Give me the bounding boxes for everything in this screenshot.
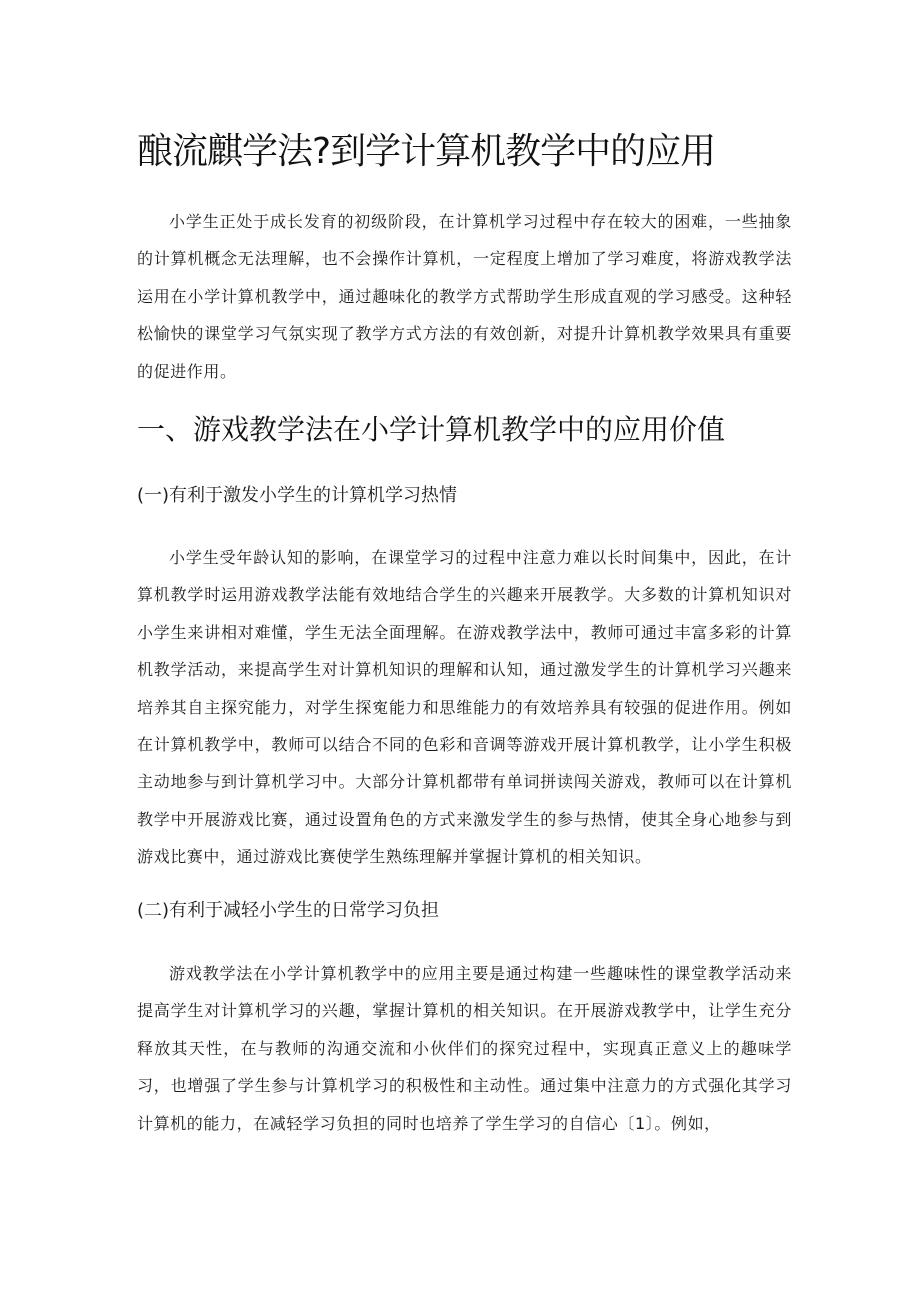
subsection-2-paragraph: 游戏教学法在小学计算机教学中的应用主要是通过构建一些趣味性的课堂教学活动来提高学生对计算机学习的兴趣，掌握计算机的相关知识。在开展游戏教学中，让学生充分释放其天性，在与教师的沟通交流和小伙伴们的探究过程中，实现真正意义上的趣味学习，也增强了学生参与计算机学习的积极性和主动性。通过集中注意力的方式强化其学习计算机的能力，在减轻学习负担的同时也培养了学生学习的自信心〔1〕。例如， bbox=[137, 964, 792, 1133]
subsection-1-paragraph: 小学生受年龄认知的影响，在课堂学习的过程中注意力难以长时间集中，因此，在计算机教学时运用游戏教学法能有效地结合学生的兴趣来开展教学。大多数的计算机知识对小学生来讲相对难懂，学生无法全面理解。在游戏教学法中，教师可通过丰富多彩的计算机教学活动，来提高学生对计算机知识的理解和认知，通过激发学生的计算机学习兴趣来培养其自主探究能力，对学生探寃能力和思维能力的有效培养具有较强的促进作用。例如在计算机教学中，教师可以结合不同的色彩和音调等游戏开展计算机教学，让小学生积极主动地参与到计算机学习中。大部分计算机都带有单词拼读闯关游戏，教师可以在计算机教学中开展游戏比赛，通过设置角色的方式来激发学生的参与热情，使其全身心地参与到游戏比赛中，通过游戏比赛使学生熟练理解并掌握计算机的相关知识。 bbox=[137, 548, 792, 867]
document-title: 酿流麒学法?到学计算机教学中的应用 bbox=[137, 131, 716, 172]
section-heading: 一、游戏教学法在小学计算机教学中的应用价值 bbox=[137, 413, 726, 446]
subsection-heading-2: (二)有利于减轻小学生的日常学习负担 bbox=[137, 900, 440, 921]
intro-paragraph: 小学生正处于成长发育的初级阶段，在计算机学习过程中存在较大的困难，一些抽象的计算机概念无法理解，也不会操作计算机，一定程度上增加了学习难度，将游戏教学法运用在小学计算机教学中，通过趣味化的教学方式帮助学生形成直观的学习感受。这种轻松愉快的课堂学习气氛实现了教学方式方法的有效创新，对提升计算机教学效果具有重要的促进作用。 bbox=[137, 212, 792, 381]
subsection-heading-1: (一)有利于激发小学生的计算机学习热情 bbox=[137, 485, 458, 506]
